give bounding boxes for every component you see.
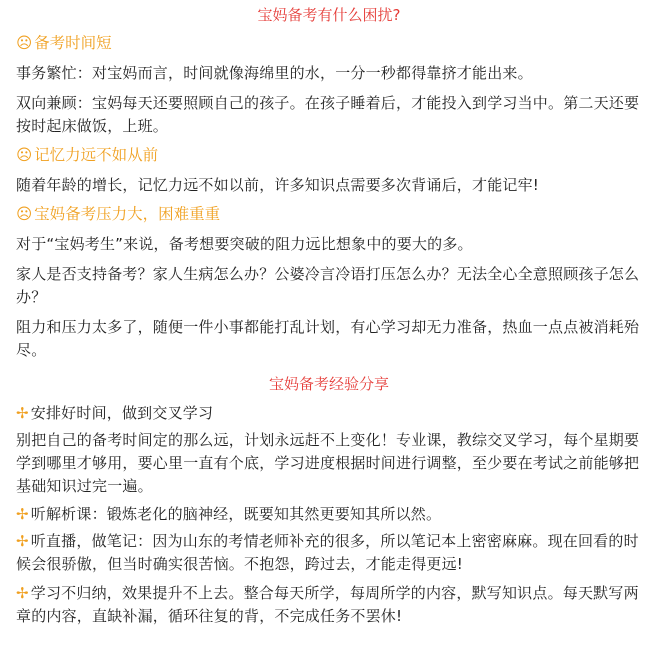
sparkle-icon: ✢ — [16, 584, 29, 602]
subhead-label: 备考时间短 — [34, 34, 112, 52]
list-item-livestream-notes — [16, 530, 642, 576]
paragraph-dual-care: 双向兼顾：宝妈每天还要照顾自己的孩子。在孩子睡着后，才能投入到学习当中。第二天还要按时起床做饭，上班。 — [16, 94, 640, 135]
subhead-label: 记忆力远不如从前 — [34, 146, 159, 164]
item-head: 听直播，做笔记：因为山东的考情老师补充的很多，所以笔记本上密密麻麻。现在回看的时候会很骄傲，但当时确实很苦恼。不抱怨，跨过去，才能走得更远! — [16, 532, 639, 573]
item-head: 听解析课：锻炼老化的脑神经，既要知其然更要知其所以然。 — [30, 505, 442, 523]
subhead-label: 宝妈备考压力大，困难重重 — [34, 205, 221, 223]
sad-face-icon: ☹ — [16, 34, 33, 52]
item-head: 安排好时间，做到交叉学习 — [30, 404, 214, 422]
sad-face-icon: ☹ — [16, 146, 33, 164]
paragraph-pressure: 阻力和压力太多了，随便一件小事都能打乱计划，有心学习却无力准备，热血一点点被消耗殆尽。 — [16, 318, 640, 359]
paragraph-memory: 随着年龄的增长，记忆力远不如以前，许多知识点需要多次背诵后，才能记牢! — [16, 176, 540, 194]
item-head: 学习不归纳，效果提升不上去。整合每天所学，每周所学的内容，默写知识点。每天默写两章的内容，直缺补漏，循环往复的背，不完成任务不罢休! — [16, 584, 639, 625]
section-title-experience: 宝妈备考经验分享 — [268, 375, 389, 393]
list-item-schedule — [16, 402, 642, 425]
subhead-pressure — [16, 204, 642, 225]
paragraph-schedule: 别把自己的备考时间定的那么远，计划永远赶不上变化！专业课，教综交叉学习，每个星期要学到哪里才够用，要心里一直有个底，学习进度根据时间进行调整，至少要在考试之前能够把基础知识过完一遍。 — [16, 431, 640, 495]
sparkle-icon: ✢ — [16, 532, 29, 550]
list-item-analysis-class — [16, 503, 642, 526]
paragraph-resistance: 对于“宝妈考生”来说，备考想要突破的阻力远比想象中的要大的多。 — [16, 235, 473, 253]
sad-face-icon: ☹ — [16, 205, 33, 223]
sparkle-icon: ✢ — [16, 505, 29, 523]
list-item-summarize — [16, 582, 642, 628]
paragraph-busy: 事务繁忙：对宝妈而言，时间就像海绵里的水，一分一秒都得靠挤才能出来。 — [16, 64, 533, 82]
section-title-troubles: 宝妈备考有什么困扰? — [257, 6, 401, 24]
subhead-short-time — [16, 33, 642, 54]
subhead-memory — [16, 145, 642, 166]
paragraph-family-questions: 家人是否支持备考？家人生病怎么办？公婆冷言冷语打压怎么办？无法全心全意照顾孩子怎么办？ — [16, 265, 640, 306]
sparkle-icon: ✢ — [16, 404, 29, 422]
